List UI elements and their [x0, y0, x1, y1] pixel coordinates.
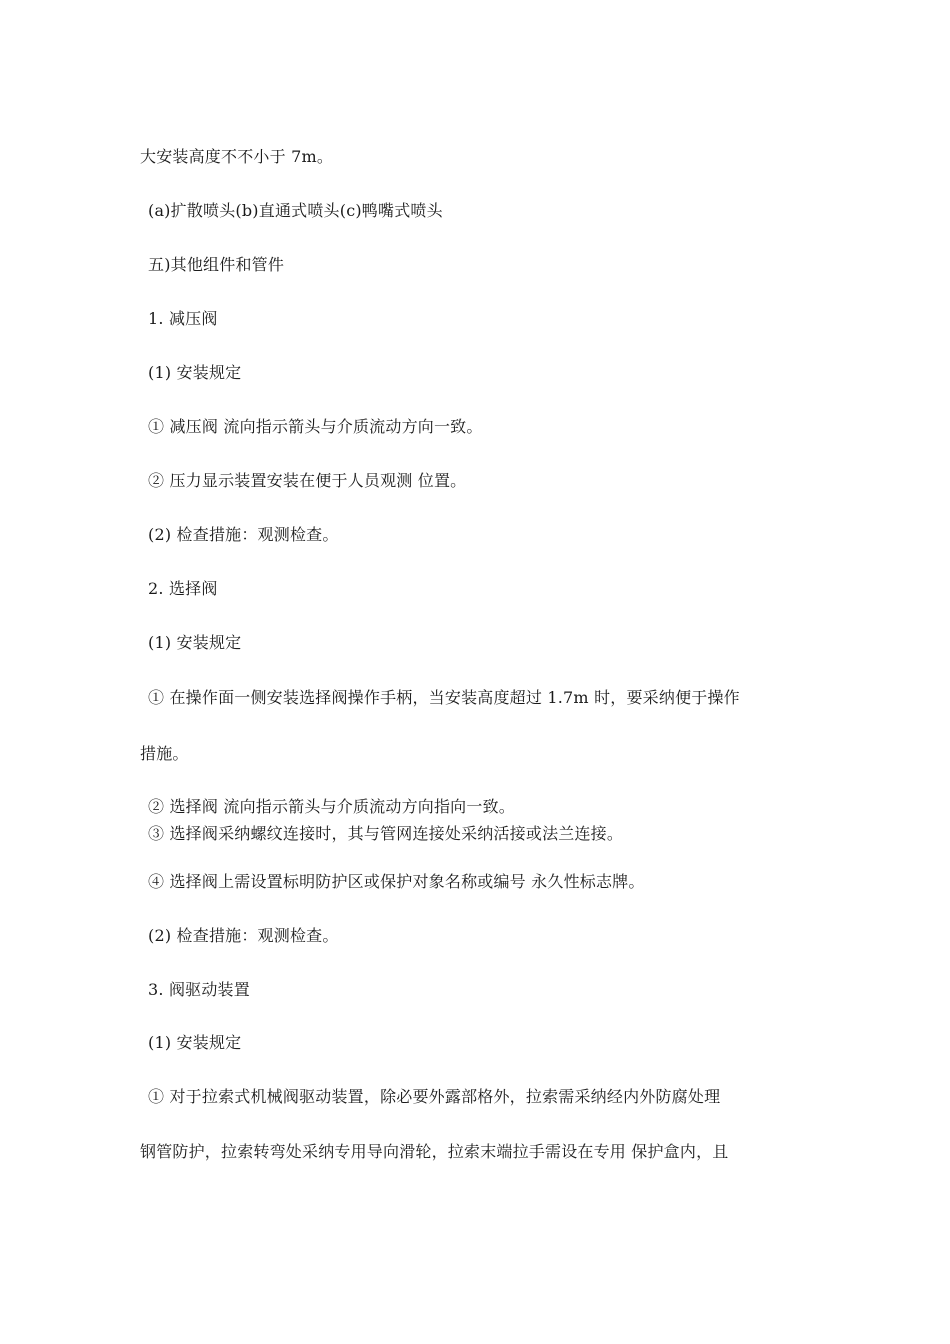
list-item: ① 对于拉索式机械阀驱动装置，除必要外露部格外，拉索需采纳经内外防腐处理 — [148, 1087, 721, 1106]
list-item: ① 减压阀 流向指示箭头与介质流动方向一致。 — [148, 417, 483, 436]
list-item: ② 选择阀 流向指示箭头与介质流动方向指向一致。 — [148, 797, 515, 816]
text-line: (2) 检查措施：观测检查。 — [148, 525, 339, 544]
list-item: ② 压力显示装置安装在便于人员观测 位置。 — [148, 471, 467, 490]
text-line: (1) 安装规定 — [148, 633, 242, 652]
text-line: (2) 检查措施：观测检查。 — [148, 926, 339, 945]
subsection-heading: 1. 减压阀 — [148, 309, 218, 328]
list-item: ③ 选择阀采纳螺纹连接时，其与管网连接处采纳活接或法兰连接。 — [148, 824, 624, 843]
subsection-heading: 2. 选择阀 — [148, 579, 218, 598]
section-heading: 五)其他组件和管件 — [148, 255, 285, 274]
list-item: ④ 选择阀上需设置标明防护区或保护对象名称或编号 永久性标志牌。 — [148, 872, 645, 891]
text-line: (1) 安装规定 — [148, 363, 242, 382]
text-line: (1) 安装规定 — [148, 1033, 242, 1052]
text-line: 钢管防护，拉索转弯处采纳专用导向滑轮，拉索末端拉手需设在专用 保护盒内，且 — [140, 1142, 729, 1161]
list-item: ① 在操作面一侧安装选择阀操作手柄，当安装高度超过 1.7m 时，要采纳便于操作 — [148, 688, 740, 707]
text-line: 大安装高度不不小于 7m。 — [140, 147, 334, 166]
text-line: 措施。 — [140, 744, 189, 763]
subsection-heading: 3. 阀驱动装置 — [148, 980, 250, 999]
text-line: (a)扩散喷头(b)直通式喷头(c)鸭嘴式喷头 — [148, 201, 443, 220]
